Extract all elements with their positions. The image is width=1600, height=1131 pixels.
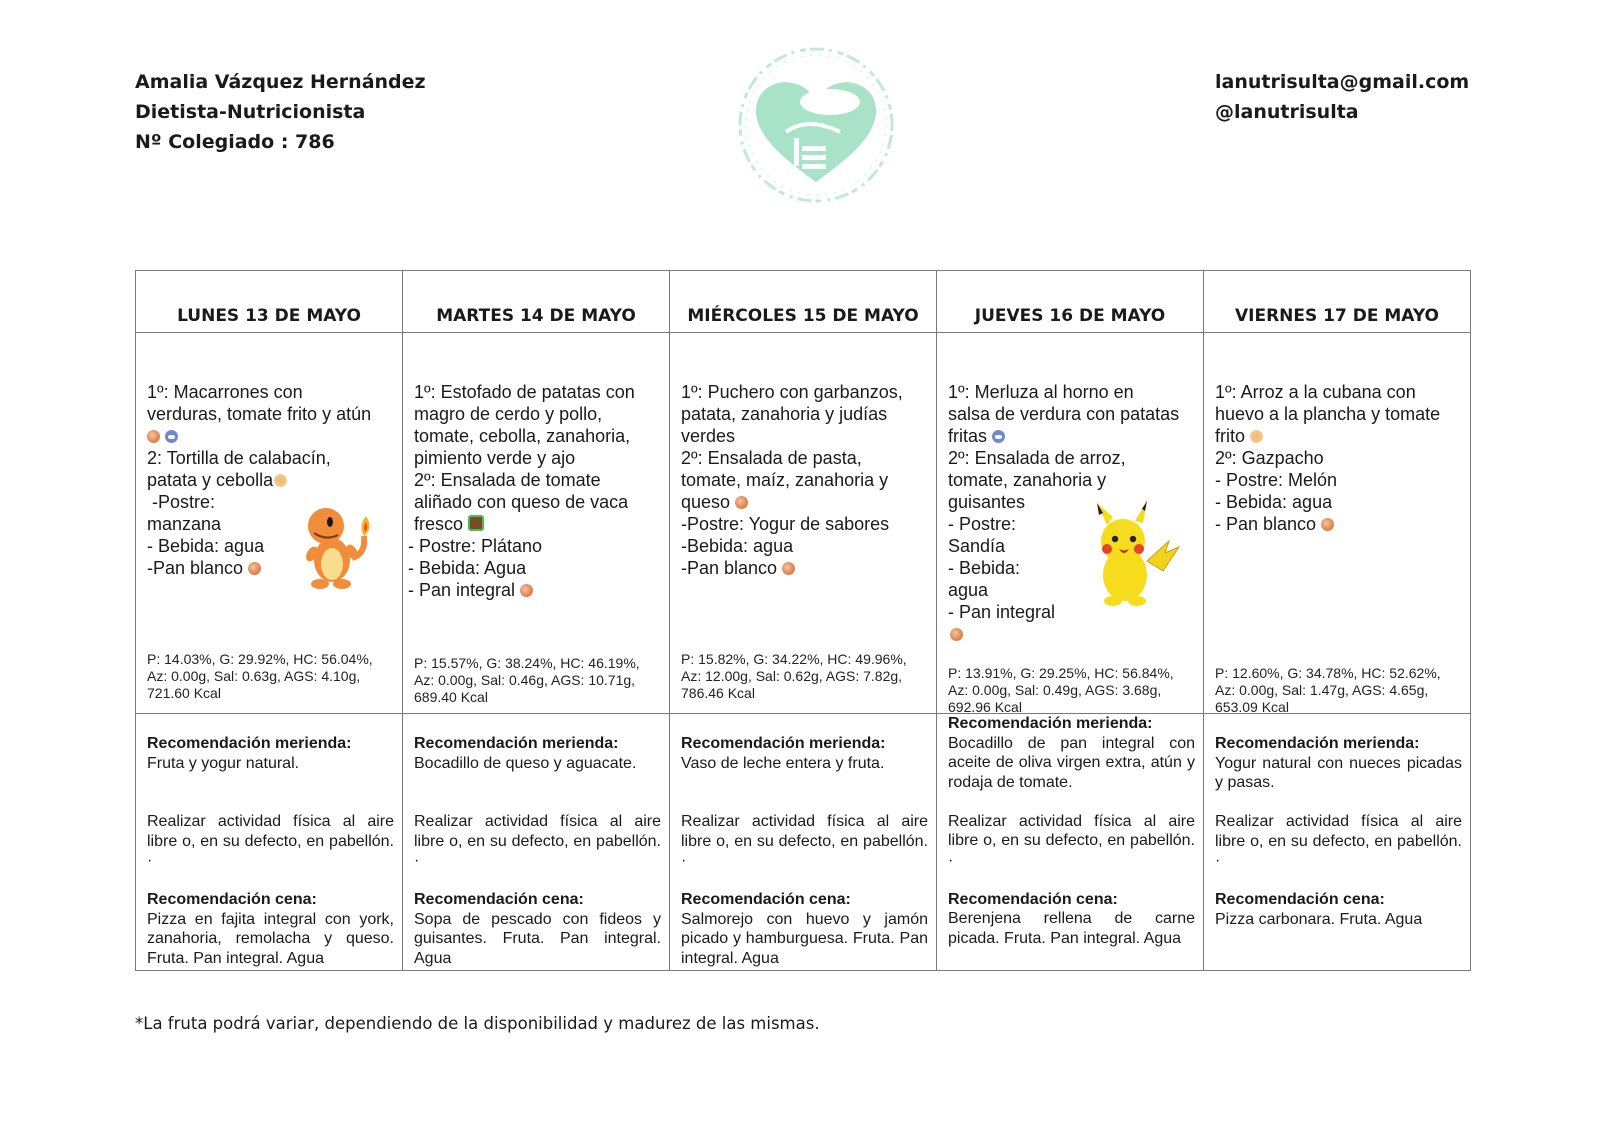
snack-title: Recomendación merienda: [1215, 735, 1420, 752]
meal-line: 1º: Macarrones con [147, 382, 303, 402]
dairy-icon [468, 515, 484, 531]
pikachu-illustration [1077, 501, 1185, 609]
activity-text: Realizar actividad física al aire libre o, en su defecto, en pabellón. · [948, 812, 1195, 869]
meal-line [408, 579, 661, 601]
meal-line: patata, zanahoria y judías [681, 404, 888, 424]
meal-line: -Postre: Yogur de sabores [681, 514, 890, 534]
meal-line: tomate, maíz, zanahoria y [681, 470, 889, 490]
meal-line: guisantes [948, 492, 1026, 512]
recommendation-cell [403, 714, 670, 971]
dinner-text: Pizza en fajita integral con york, zanahoria, remolacha y queso. Fruta. Pan integral. Agua [147, 910, 394, 967]
meal-line: salsa de verdura con patatas [948, 404, 1180, 424]
snack-text: Vaso de leche entera y fruta. [681, 754, 885, 772]
meal-line-text: -Pan blanco [147, 558, 244, 578]
meal-row [136, 333, 1471, 714]
meal-line: 1º: Arroz a la cubana con [1215, 382, 1416, 402]
dinner-title: Recomendación cena: [414, 891, 584, 908]
recommendation-content [670, 714, 936, 968]
contact-email: lanutrisulta@gmail.com [1215, 71, 1470, 93]
contact-social: @lanutrisulta [1215, 101, 1359, 123]
nutrition-info: P: 15.57%, G: 38.24%, HC: 46.19%, Az: 0.00g, Sal: 0.46g, AGS: 10.71g, 689.40 Kcal [414, 655, 640, 705]
day-header: LUNES 13 DE MAYO [136, 271, 403, 333]
cereal-icon [782, 562, 795, 575]
charmander-illustration [294, 498, 374, 593]
recommendation-content [1204, 714, 1470, 929]
meal-line: Sandía [948, 536, 1006, 556]
meal-line: pimiento verde y ajo [414, 448, 576, 468]
meal-line: verdes [681, 426, 736, 446]
meal-line: manzana [147, 514, 222, 534]
meal-line: magro de cerdo y pollo, [414, 404, 603, 424]
meal-list [1215, 381, 1462, 535]
author-name: Amalia Vázquez Hernández [135, 71, 426, 93]
meal-line [1215, 425, 1462, 447]
recommendation-cell [1204, 714, 1471, 971]
nutrition-info: P: 12.60%, G: 34.78%, HC: 52.62%, Az: 0.00g, Sal: 1.47g, AGS: 4.65g, 653.09 Kcal [1215, 665, 1441, 715]
meal-line: - Postre: [948, 514, 1017, 534]
table-header-row [136, 271, 1471, 333]
dinner-text: Salmorejo con huevo y jamón picado y hamburguesa. Fruta. Pan integral. Agua [681, 910, 928, 967]
day-header: MIÉRCOLES 15 DE MAYO [670, 271, 937, 333]
egg-icon [274, 474, 287, 487]
meal-line: -Postre: [147, 492, 216, 512]
meal-line-text: queso [681, 492, 731, 512]
meal-list [681, 381, 928, 579]
recommendation-content [136, 714, 402, 968]
meal-cell [403, 333, 670, 714]
activity-text: Realizar actividad física al aire libre o, en su defecto, en pabellón. · [414, 813, 661, 869]
dinner-title: Recomendación cena: [147, 891, 317, 908]
meal-line [681, 557, 928, 579]
meal-line: 2º: Ensalada de tomate [414, 470, 601, 490]
author-role: Dietista-Nutricionista [135, 101, 366, 123]
meal-cell [937, 333, 1204, 714]
meal-line: tomate, cebolla, zanahoria, [414, 426, 631, 446]
meal-line-text: patata y cebolla [147, 470, 274, 490]
activity-text: Realizar actividad física al aire libre o, en su defecto, en pabellón. · [147, 813, 394, 869]
meal-line [414, 513, 661, 535]
cereal-icon [248, 562, 261, 575]
nutrition-info: P: 15.82%, G: 34.22%, HC: 49.96%, Az: 12.00g, Sal: 0.62g, AGS: 7.82g, 786.46 Kcal [681, 651, 907, 701]
recommendation-cell [937, 714, 1204, 971]
meal-line: - Postre: Plátano [408, 536, 543, 556]
snack-text: Bocadillo de pan integral con aceite de oliva virgen extra, atún y rodaja de tomate. [948, 734, 1195, 791]
meal-cell [670, 333, 937, 714]
meal-line: aliñado con queso de vaca [414, 492, 629, 512]
meal-line: - Bebida: Agua [408, 558, 527, 578]
meal-line: 2º: Ensalada de pasta, [681, 448, 862, 468]
meal-line-text: -Pan blanco [681, 558, 778, 578]
dinner-title: Recomendación cena: [948, 890, 1118, 908]
meal-line: verduras, tomate frito y atún [147, 404, 372, 424]
fish-icon [992, 430, 1005, 443]
meal-line-text: - Pan blanco [1215, 514, 1317, 534]
cereal-icon [950, 628, 963, 641]
meal-line: tomate, zanahoria y [948, 470, 1107, 490]
recommendation-cell [136, 714, 403, 971]
meal-line-text: fresco [414, 514, 464, 534]
dinner-title: Recomendación cena: [681, 891, 851, 908]
meal-line-text: frito [1215, 426, 1246, 446]
snack-title: Recomendación merienda: [147, 735, 352, 752]
meal-line: 2: Tortilla de calabacín, [147, 448, 331, 468]
meal-line: - Pan integral [948, 602, 1056, 622]
meal-list [408, 381, 661, 601]
snack-text: Yogur natural con nueces picadas y pasas. [1215, 754, 1462, 791]
cereal-icon [735, 496, 748, 509]
recommendation-content [403, 714, 669, 968]
meal-line: -Bebida: agua [681, 536, 794, 556]
meal-line: 2º: Gazpacho [1215, 448, 1324, 468]
meal-line: - Bebida: agua [1215, 492, 1333, 512]
meal-cell [136, 333, 403, 714]
dinner-text: Berenjena rellena de carne picada. Fruta. Pan integral. Agua [948, 910, 1195, 947]
meal-line [948, 425, 1195, 447]
meal-line: 1º: Merluza al horno en [948, 382, 1134, 402]
meal-line [147, 469, 394, 491]
cereal-icon [520, 584, 533, 597]
recommendation-cell [670, 714, 937, 971]
meal-line: huevo a la plancha y tomate [1215, 404, 1441, 424]
cereal-icon [1321, 518, 1334, 531]
meal-line [681, 491, 928, 513]
egg-icon [1250, 430, 1263, 443]
meal-line-text: fritas [948, 426, 988, 446]
meal-line: - Bebida: [948, 558, 1021, 578]
meal-line: - Postre: Melón [1215, 470, 1338, 490]
activity-text: Realizar actividad física al aire libre o, en su defecto, en pabellón. · [681, 813, 928, 869]
meal-line: agua [948, 580, 989, 600]
snack-title: Recomendación merienda: [414, 735, 619, 752]
meal-line: 1º: Estofado de patatas con [414, 382, 635, 402]
cereal-icon [147, 430, 160, 443]
nutrition-info: P: 13.91%, G: 29.25%, HC: 56.84%, Az: 0.00g, Sal: 0.49g, AGS: 3.68g, 692.96 Kcal [948, 665, 1174, 715]
snack-title: Recomendación merienda: [948, 715, 1153, 732]
weekly-menu-table [135, 270, 1471, 971]
meal-line [1215, 513, 1462, 535]
license-number: Nº Colegiado : 786 [135, 131, 335, 153]
contact-block [1215, 67, 1469, 127]
author-block [135, 67, 426, 157]
nutrition-info: P: 14.03%, G: 29.92%, HC: 56.04%, Az: 0.00g, Sal: 0.63g, AGS: 4.10g, 721.60 Kcal [147, 651, 373, 701]
dinner-text: Pizza carbonara. Fruta. Agua [1215, 910, 1423, 928]
snack-text: Bocadillo de queso y aguacate. [414, 754, 637, 772]
snack-text: Fruta y yogur natural. [147, 754, 300, 772]
meal-cell [1204, 333, 1471, 714]
dinner-title: Recomendación cena: [1215, 891, 1385, 908]
recommendation-content [937, 714, 1203, 948]
meal-line [147, 425, 394, 447]
day-header: VIERNES 17 DE MAYO [1204, 271, 1471, 333]
day-header: JUEVES 16 DE MAYO [937, 271, 1204, 333]
snack-title: Recomendación merienda: [681, 735, 886, 752]
nutrition-logo [726, 40, 906, 210]
dinner-text: Sopa de pescado con fideos y guisantes. Fruta. Pan integral. Agua [414, 910, 661, 967]
activity-text: Realizar actividad física al aire libre o, en su defecto, en pabellón. · [1215, 813, 1462, 869]
recommendation-row [136, 714, 1471, 971]
day-header: MARTES 14 DE MAYO [403, 271, 670, 333]
footnote: *La fruta podrá variar, dependiendo de la disponibilidad y madurez de las mismas. [135, 1014, 820, 1033]
meal-line-text: - Pan integral [408, 580, 516, 600]
meal-line: 1º: Puchero con garbanzos, [681, 382, 903, 402]
fish-icon [165, 430, 178, 443]
meal-line: - Bebida: agua [147, 536, 265, 556]
meal-line: 2º: Ensalada de arroz, [948, 448, 1126, 468]
meal-line [948, 623, 1195, 645]
